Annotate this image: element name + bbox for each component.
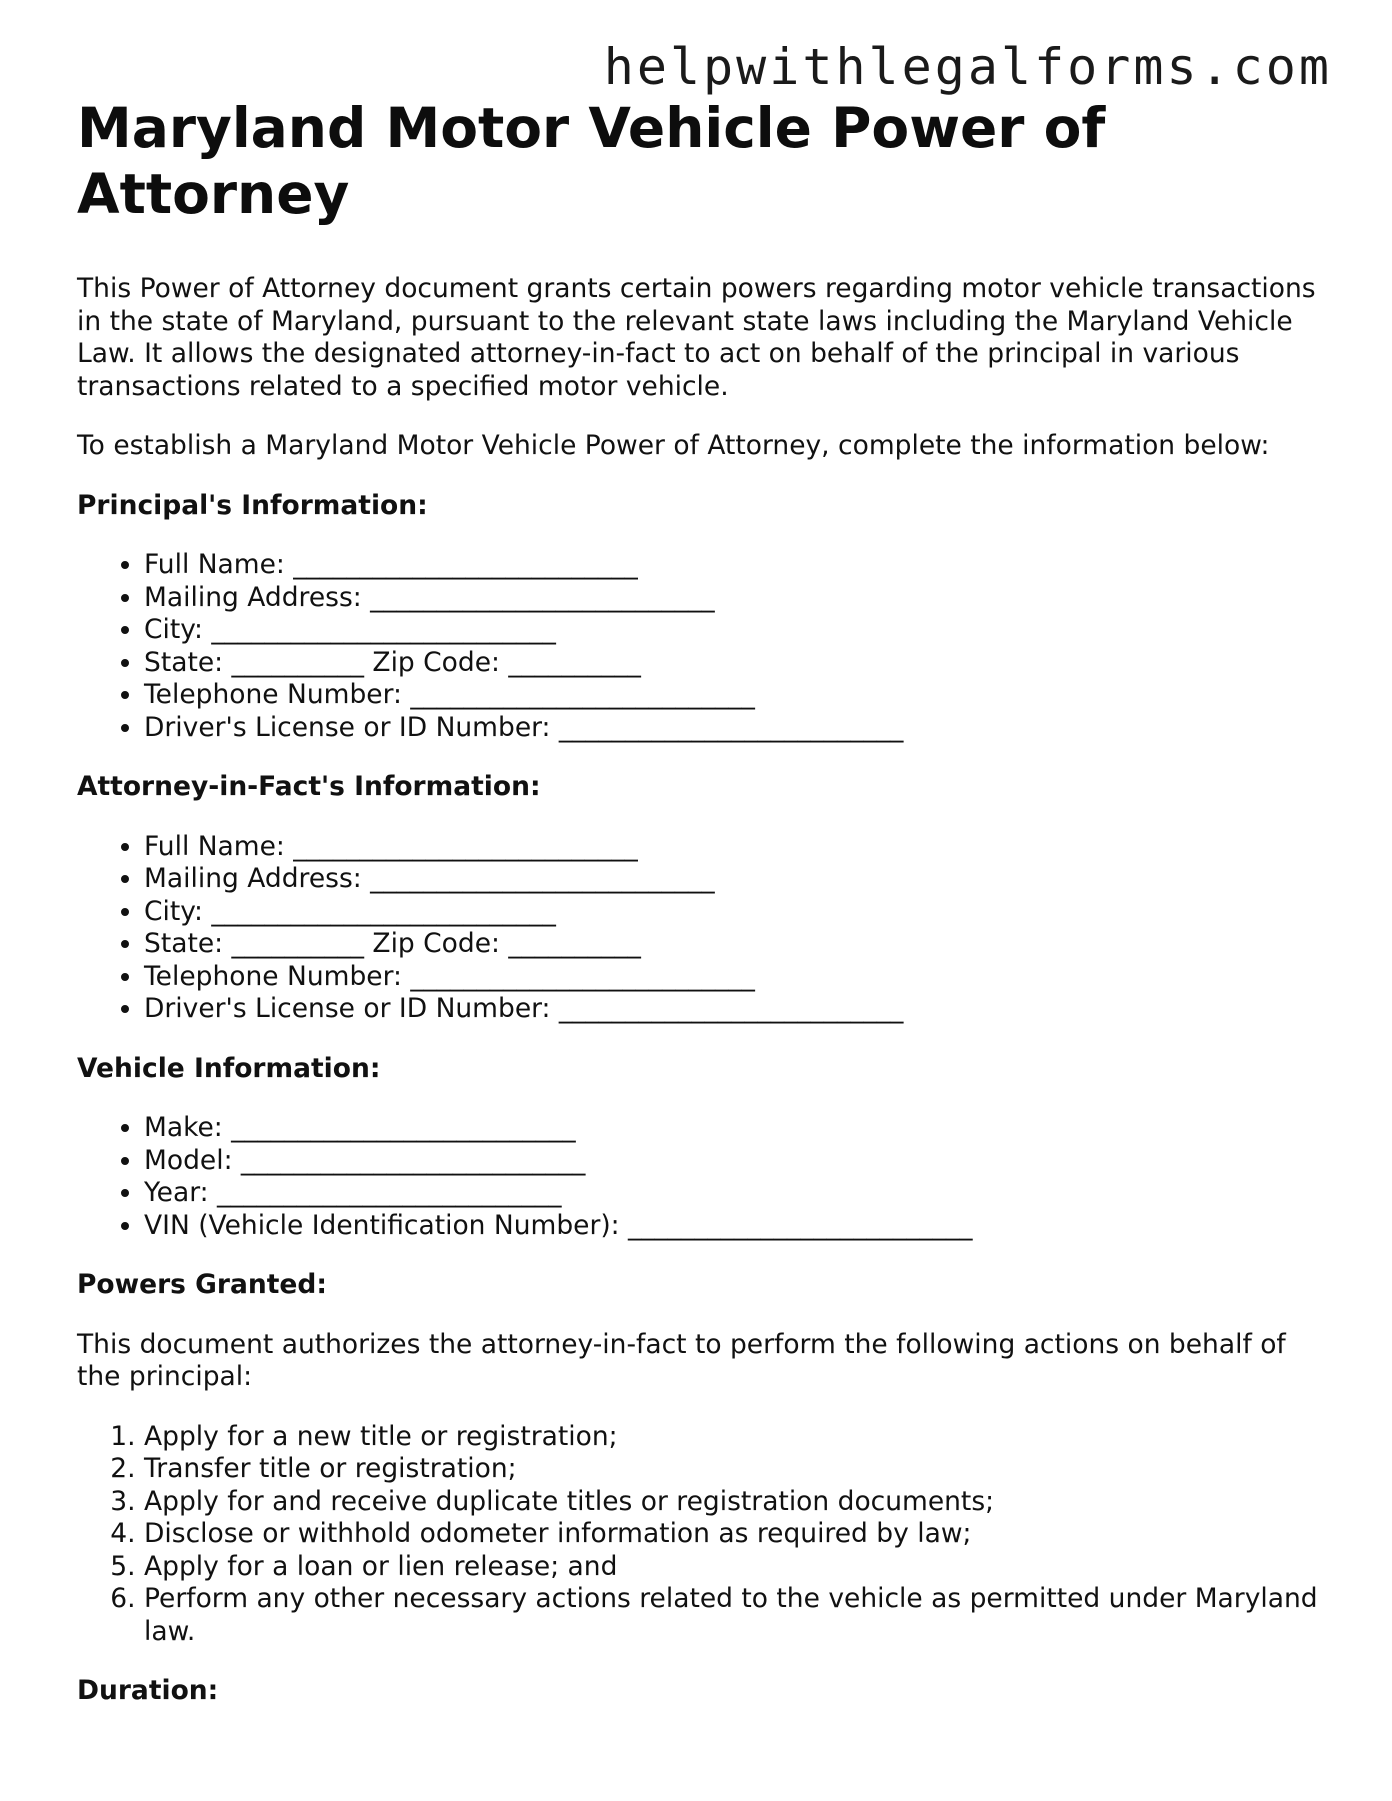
site-watermark: helpwithlegalforms.com	[603, 38, 1332, 96]
attorney-state-zip-field: • State: __________ Zip Code: __________	[144, 928, 1327, 961]
attorney-heading: Attorney-in-Fact's Information:	[77, 771, 541, 802]
vehicle-year-field: • Year: __________________________	[144, 1177, 1327, 1210]
principal-city-field: • City: __________________________	[144, 614, 1327, 647]
principal-mailing-address-field: • Mailing Address: __________________________	[144, 582, 1327, 615]
document-title: Maryland Motor Vehicle Power of Attorney	[77, 96, 1106, 226]
attorney-telephone-field: • Telephone Number: __________________________	[144, 961, 1327, 994]
vehicle-vin-field: • VIN (Vehicle Identification Number): __________________________	[144, 1210, 1327, 1243]
principal-fields-list	[77, 549, 1327, 744]
powers-intro: This document authorizes the attorney-in-fact to perform the following actions on behalf of the principal:	[77, 1328, 1286, 1392]
vehicle-make-field: • Make: __________________________	[144, 1112, 1327, 1145]
document-body	[77, 95, 1327, 1735]
powers-heading: Powers Granted:	[77, 1269, 327, 1300]
power-item: 4. Disclose or withhold odometer information as required by law;	[144, 1518, 1327, 1551]
instruction-paragraph: To establish a Maryland Motor Vehicle Power of Attorney, complete the information below:	[77, 430, 1270, 461]
attorney-mailing-address-field: • Mailing Address: __________________________	[144, 863, 1327, 896]
principal-state-zip-field: • State: __________ Zip Code: __________	[144, 647, 1327, 680]
vehicle-heading: Vehicle Information:	[77, 1052, 381, 1084]
intro-paragraph: This Power of Attorney document grants certain powers regarding motor vehicle transactions in the state of Maryland, pursuant to the relevant state laws including the Maryland Vehicle Law. It allows the designated attorney-in-fact to act on behalf of the principal in various transactions related to a specified motor vehicle.	[77, 273, 1316, 402]
principal-telephone-field: • Telephone Number: __________________________	[144, 679, 1327, 712]
power-item: 6. Perform any other necessary actions related to the vehicle as permitted under Maryland law.	[144, 1583, 1327, 1648]
power-item: 1. Apply for a new title or registration;	[144, 1421, 1327, 1454]
attorney-license-field: • Driver's License or ID Number: __________________________	[144, 993, 1327, 1026]
vehicle-model-field: • Model: __________________________	[144, 1145, 1327, 1178]
attorney-city-field: • City: __________________________	[144, 896, 1327, 929]
powers-list	[77, 1421, 1327, 1649]
vehicle-fields-list	[77, 1112, 1327, 1242]
attorney-full-name-field: • Full Name: __________________________	[144, 831, 1327, 864]
attorney-fields-list	[77, 831, 1327, 1026]
power-item: 5. Apply for a loan or lien release; and	[144, 1551, 1327, 1584]
power-item: 3. Apply for and receive duplicate titles or registration documents;	[144, 1486, 1327, 1519]
principal-license-field: • Driver's License or ID Number: __________________________	[144, 712, 1327, 745]
duration-heading: Duration:	[77, 1675, 219, 1706]
principal-heading: Principal's Information:	[77, 489, 428, 521]
principal-full-name-field: • Full Name: __________________________	[144, 549, 1327, 582]
power-item: 2. Transfer title or registration;	[144, 1453, 1327, 1486]
